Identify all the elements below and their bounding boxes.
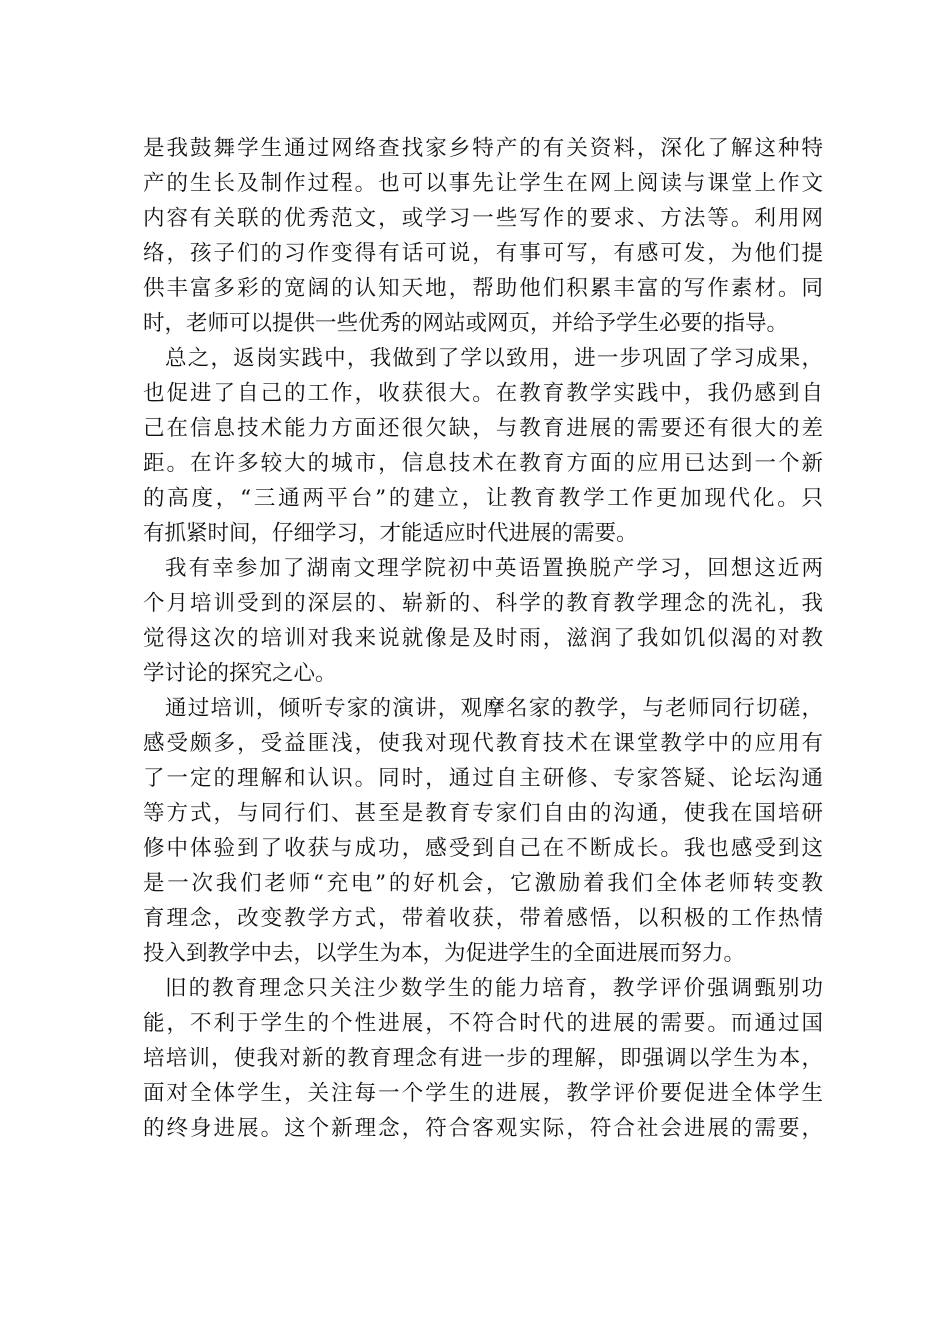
text-line: 距。在许多较大的城市，信息技术在教育方面的应用已达到一个新 <box>143 451 823 476</box>
text-line: 的终身进展。这个新理念，符合客观实际，符合社会进展的需要， <box>143 1116 823 1141</box>
text-line: 面对全体学生，关注每一个学生的进展，教学评价要促进全体学生 <box>143 1081 823 1106</box>
text-line: 感受颇多，受益匪浅，使我对现代教育技术在课堂教学中的应用有 <box>143 731 823 756</box>
text-line: 己在信息技术能力方面还很欠缺，与教育进展的需要还有很大的差 <box>143 416 823 441</box>
text-line: 有抓紧时间，仔细学习，才能适应时代进展的需要。 <box>143 521 638 546</box>
text-line: 是一次我们老师“充电”的好机会，它激励着我们全体老师转变教 <box>143 871 823 896</box>
text-line: 总之，返岗实践中，我做到了学以致用，进一步巩固了学习成果， <box>165 346 823 371</box>
text-line: 通过培训，倾听专家的演讲，观摩名家的教学，与老师同行切磋， <box>165 696 823 721</box>
text-line: 个月培训受到的深层的、崭新的、科学的教育教学理念的洗礼，我 <box>143 591 823 616</box>
text-line: 能，不利于学生的个性进展，不符合时代的进展的需要。而通过国 <box>143 1011 823 1036</box>
text-line: 是我鼓舞学生通过网络查找家乡特产的有关资料，深化了解这种特 <box>143 136 823 161</box>
text-line: 培培训，使我对新的教育理念有进一步的理解，即强调以学生为本， <box>143 1046 823 1071</box>
text-line: 络，孩子们的习作变得有话可说，有事可写，有感可发，为他们提 <box>143 241 823 266</box>
text-line: 了一定的理解和认识。同时，通过自主研修、专家答疑、论坛沟通 <box>143 766 823 791</box>
text-line: 也促进了自己的工作，收获很大。在教育教学实践中，我仍感到自 <box>143 381 823 406</box>
text-line: 产的生长及制作过程。也可以事先让学生在网上阅读与课堂上作文 <box>143 171 823 196</box>
paragraph <box>143 131 823 341</box>
paragraph <box>143 341 823 551</box>
text-line: 供丰富多彩的宽阔的认知天地，帮助他们积累丰富的写作素材。同 <box>143 276 823 301</box>
text-line: 旧的教育理念只关注少数学生的能力培育，教学评价强调甄别功 <box>165 976 823 1001</box>
text-line: 育理念，改变教学方式，带着收获，带着感悟，以积极的工作热情 <box>143 906 823 931</box>
text-line: 时，老师可以提供一些优秀的网站或网页，并给予学生必要的指导。 <box>143 311 789 336</box>
paragraph <box>143 691 823 971</box>
paragraph <box>143 551 823 691</box>
text-line: 等方式，与同行们、甚至是教育专家们自由的沟通，使我在国培研 <box>143 801 823 826</box>
text-line: 投入到教学中去，以学生为本，为促进学生的全面进展而努力。 <box>143 941 746 966</box>
text-line: 觉得这次的培训对我来说就像是及时雨，滋润了我如饥似渴的对教 <box>143 626 823 651</box>
text-line: 的高度，“三通两平台”的建立，让教育教学工作更加现代化。只 <box>143 486 823 511</box>
paragraph <box>143 971 823 1146</box>
text-line: 我有幸参加了湖南文理学院初中英语置换脱产学习，回想这近两 <box>165 556 823 581</box>
text-line: 内容有关联的优秀范文，或学习一些写作的要求、方法等。利用网 <box>143 206 823 231</box>
text-line: 学讨论的探究之心。 <box>143 661 337 686</box>
document-body <box>143 131 823 1146</box>
text-line: 修中体验到了收获与成功，感受到自己在不断成长。我也感受到这 <box>143 836 823 861</box>
